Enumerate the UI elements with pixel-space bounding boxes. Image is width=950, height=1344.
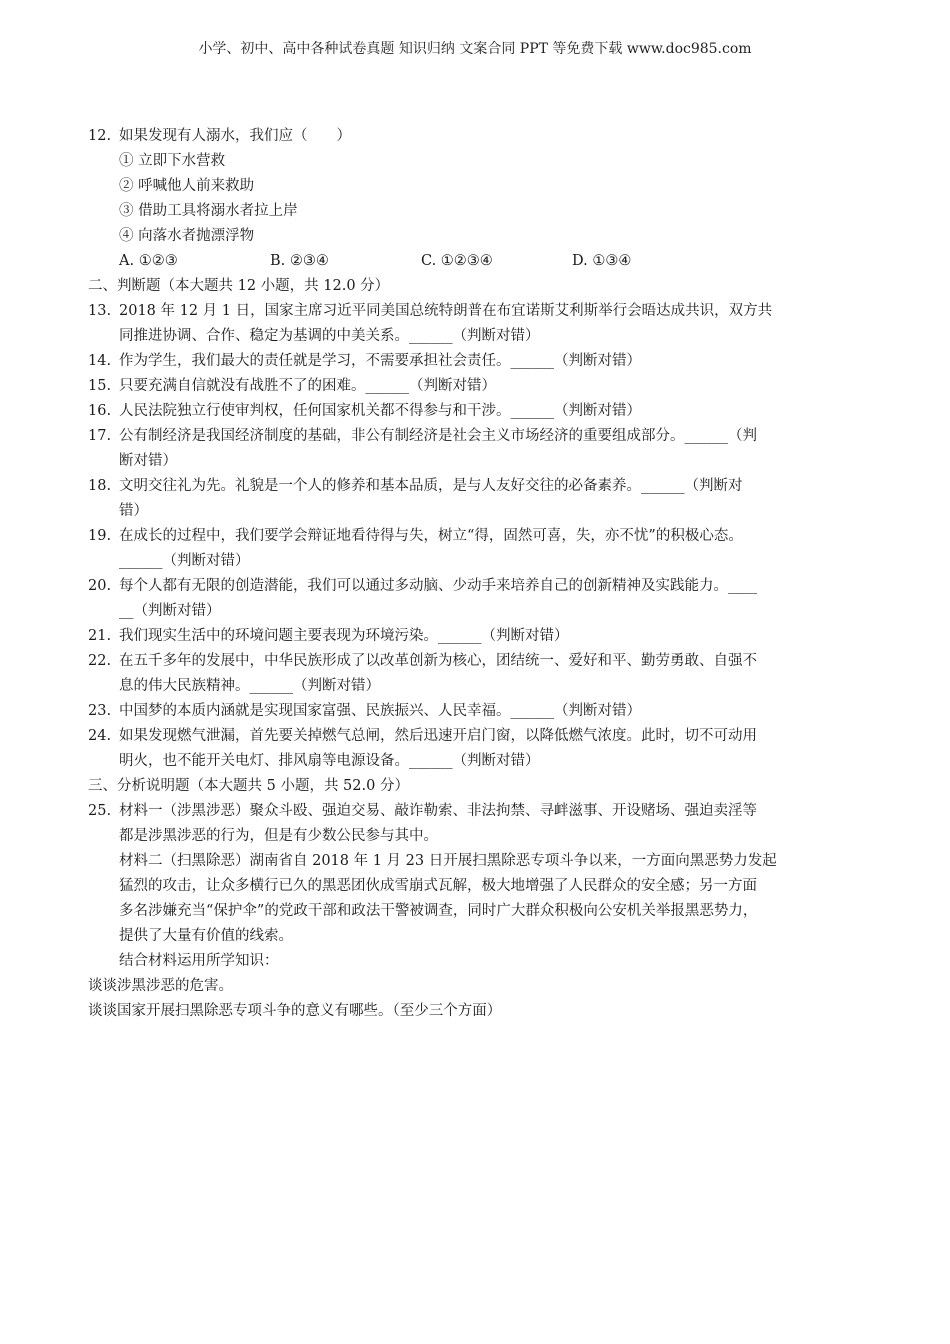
- material-1-text-cont: 都是涉黑涉恶的行为，但是有少数公民参与其中。: [119, 828, 438, 844]
- question-22: [88, 649, 860, 699]
- section-3-heading: 三、分析说明题（本大题共 5 小题，共 52.0 分）: [88, 778, 409, 794]
- question-number: 12.: [88, 128, 112, 144]
- question-number: 25.: [88, 803, 112, 819]
- question-16: [88, 399, 860, 424]
- option-a: A. ①②③: [119, 253, 178, 269]
- question-text: 2018 年 12 月 1 日，国家主席习近平同美国总统特朗普在布宜诺斯艾利斯举行会晤达成共识，双方共: [119, 303, 773, 319]
- question-text: 文明交往礼为先。礼貌是一个人的修养和基本品质，是与人友好交往的必备素养。______（判断对: [119, 478, 743, 494]
- question-prompt: 结合材料运用所学知识：: [119, 953, 279, 969]
- question-13: [88, 299, 860, 349]
- question-18: [88, 474, 860, 524]
- question-number: 16.: [88, 403, 112, 419]
- question-text-cont: __（判断对错）: [119, 603, 221, 619]
- question-19: [88, 524, 860, 574]
- question-text-cont: 同推进协调、合作、稳定为基调的中美关系。______（判断对错）: [119, 328, 540, 344]
- question-number: 22.: [88, 653, 112, 669]
- q12-item-4: ④ 向落水者抛漂浮物: [119, 228, 255, 244]
- material-2-text-cont: 猛烈的攻击，让众多横行已久的黑恶团伙成雪崩式瓦解，极大地增强了人民群众的安全感；另一方面: [119, 878, 757, 894]
- question-number: 14.: [88, 353, 112, 369]
- question-stem: 如果发现有人溺水，我们应（ ）: [119, 128, 351, 144]
- question-number: 15.: [88, 378, 112, 394]
- question-20: [88, 574, 860, 624]
- question-14: [88, 349, 860, 374]
- question-text-cont: ______（判断对错）: [119, 553, 250, 569]
- question-text: 在五千多年的发展中，中华民族形成了以改革创新为核心，团结统一、爱好和平、勤劳勇敢、自强不: [119, 653, 757, 669]
- material-2-text: 材料二（扫黑除恶）湖南省自 2018 年 1 月 23 日开展扫黑除恶专项斗争以来，一方面向黑恶势力发起: [119, 853, 777, 869]
- q12-options: [88, 249, 860, 274]
- question-text: 在成长的过程中，我们要学会辩证地看待得与失，树立“得，固然可喜，失，亦不忧”的积极心态。: [119, 528, 743, 544]
- option-c: C. ①②③④: [421, 253, 493, 269]
- question-text: 如果发现燃气泄漏，首先要关掉燃气总闸，然后迅速开启门窗，以降低燃气浓度。此时，切不可动用: [119, 728, 757, 744]
- question-24: [88, 724, 860, 774]
- material-2-text-cont: 提供了大量有价值的线索。: [119, 928, 293, 944]
- question-text: 公有制经济是我国经济制度的基础，非公有制经济是社会主义市场经济的重要组成部分。______（判: [119, 428, 757, 444]
- question-text-cont: 明火，也不能开关电灯、排风扇等电源设备。______（判断对错）: [119, 753, 540, 769]
- question-text: 我们现实生活中的环境问题主要表现为环境污染。______（判断对错）: [119, 628, 569, 644]
- question-text-cont: 错）: [119, 503, 148, 519]
- question-21: [88, 624, 860, 649]
- sub-question-2: 谈谈国家开展扫黑除恶专项斗争的意义有哪些。（至少三个方面）: [88, 1003, 502, 1019]
- exam-content: [88, 124, 860, 1024]
- question-text: 只要充满自信就没有战胜不了的困难。______（判断对错）: [119, 378, 496, 394]
- question-number: 24.: [88, 728, 112, 744]
- question-text-cont: 息的伟大民族精神。______（判断对错）: [119, 678, 380, 694]
- question-number: 18.: [88, 478, 112, 494]
- question-25: [88, 799, 860, 1024]
- question-number: 13.: [88, 303, 112, 319]
- question-number: 17.: [88, 428, 112, 444]
- material-2-text-cont: 多名涉嫌充当“保护伞”的党政干部和政法干警被调查，同时广大群众积极向公安机关举报黑恶势力，: [119, 903, 758, 919]
- question-23: [88, 699, 860, 724]
- page-header: 小学、初中、高中各种试卷真题 知识归纳 文案合同 PPT 等免费下载 www.doc985.com: [198, 41, 752, 57]
- question-number: 20.: [88, 578, 112, 594]
- q12-item-1: ① 立即下水营救: [119, 153, 226, 169]
- question-text: 作为学生，我们最大的责任就是学习，不需要承担社会责任。______（判断对错）: [119, 353, 641, 369]
- question-text: 中国梦的本质内涵就是实现国家富强、民族振兴、人民幸福。______（判断对错）: [119, 703, 641, 719]
- question-12: [88, 124, 860, 149]
- q12-item-3: ③ 借助工具将溺水者拉上岸: [119, 203, 298, 219]
- question-text-cont: 断对错）: [119, 453, 177, 469]
- material-1-text: 材料一（涉黑涉恶）聚众斗殴、强迫交易、敲诈勒索、非法拘禁、寻衅滋事、开设赌场、强迫卖淫等: [119, 803, 757, 819]
- option-b: B. ②③④: [270, 253, 329, 269]
- option-d: D. ①③④: [572, 253, 632, 269]
- question-number: 23.: [88, 703, 112, 719]
- question-number: 19.: [88, 528, 112, 544]
- question-15: [88, 374, 860, 399]
- section-2-heading: 二、判断题（本大题共 12 小题，共 12.0 分）: [88, 278, 390, 294]
- sub-question-1: 谈谈涉黑涉恶的危害。: [88, 978, 233, 994]
- question-text: 人民法院独立行使审判权，任何国家机关都不得参与和干涉。______（判断对错）: [119, 403, 641, 419]
- q12-item-2: ② 呼喊他人前来救助: [119, 178, 255, 194]
- question-text: 每个人都有无限的创造潜能，我们可以通过多动脑、少动手来培养自己的创新精神及实践能力。____: [119, 578, 757, 594]
- question-17: [88, 424, 860, 474]
- question-number: 21.: [88, 628, 112, 644]
